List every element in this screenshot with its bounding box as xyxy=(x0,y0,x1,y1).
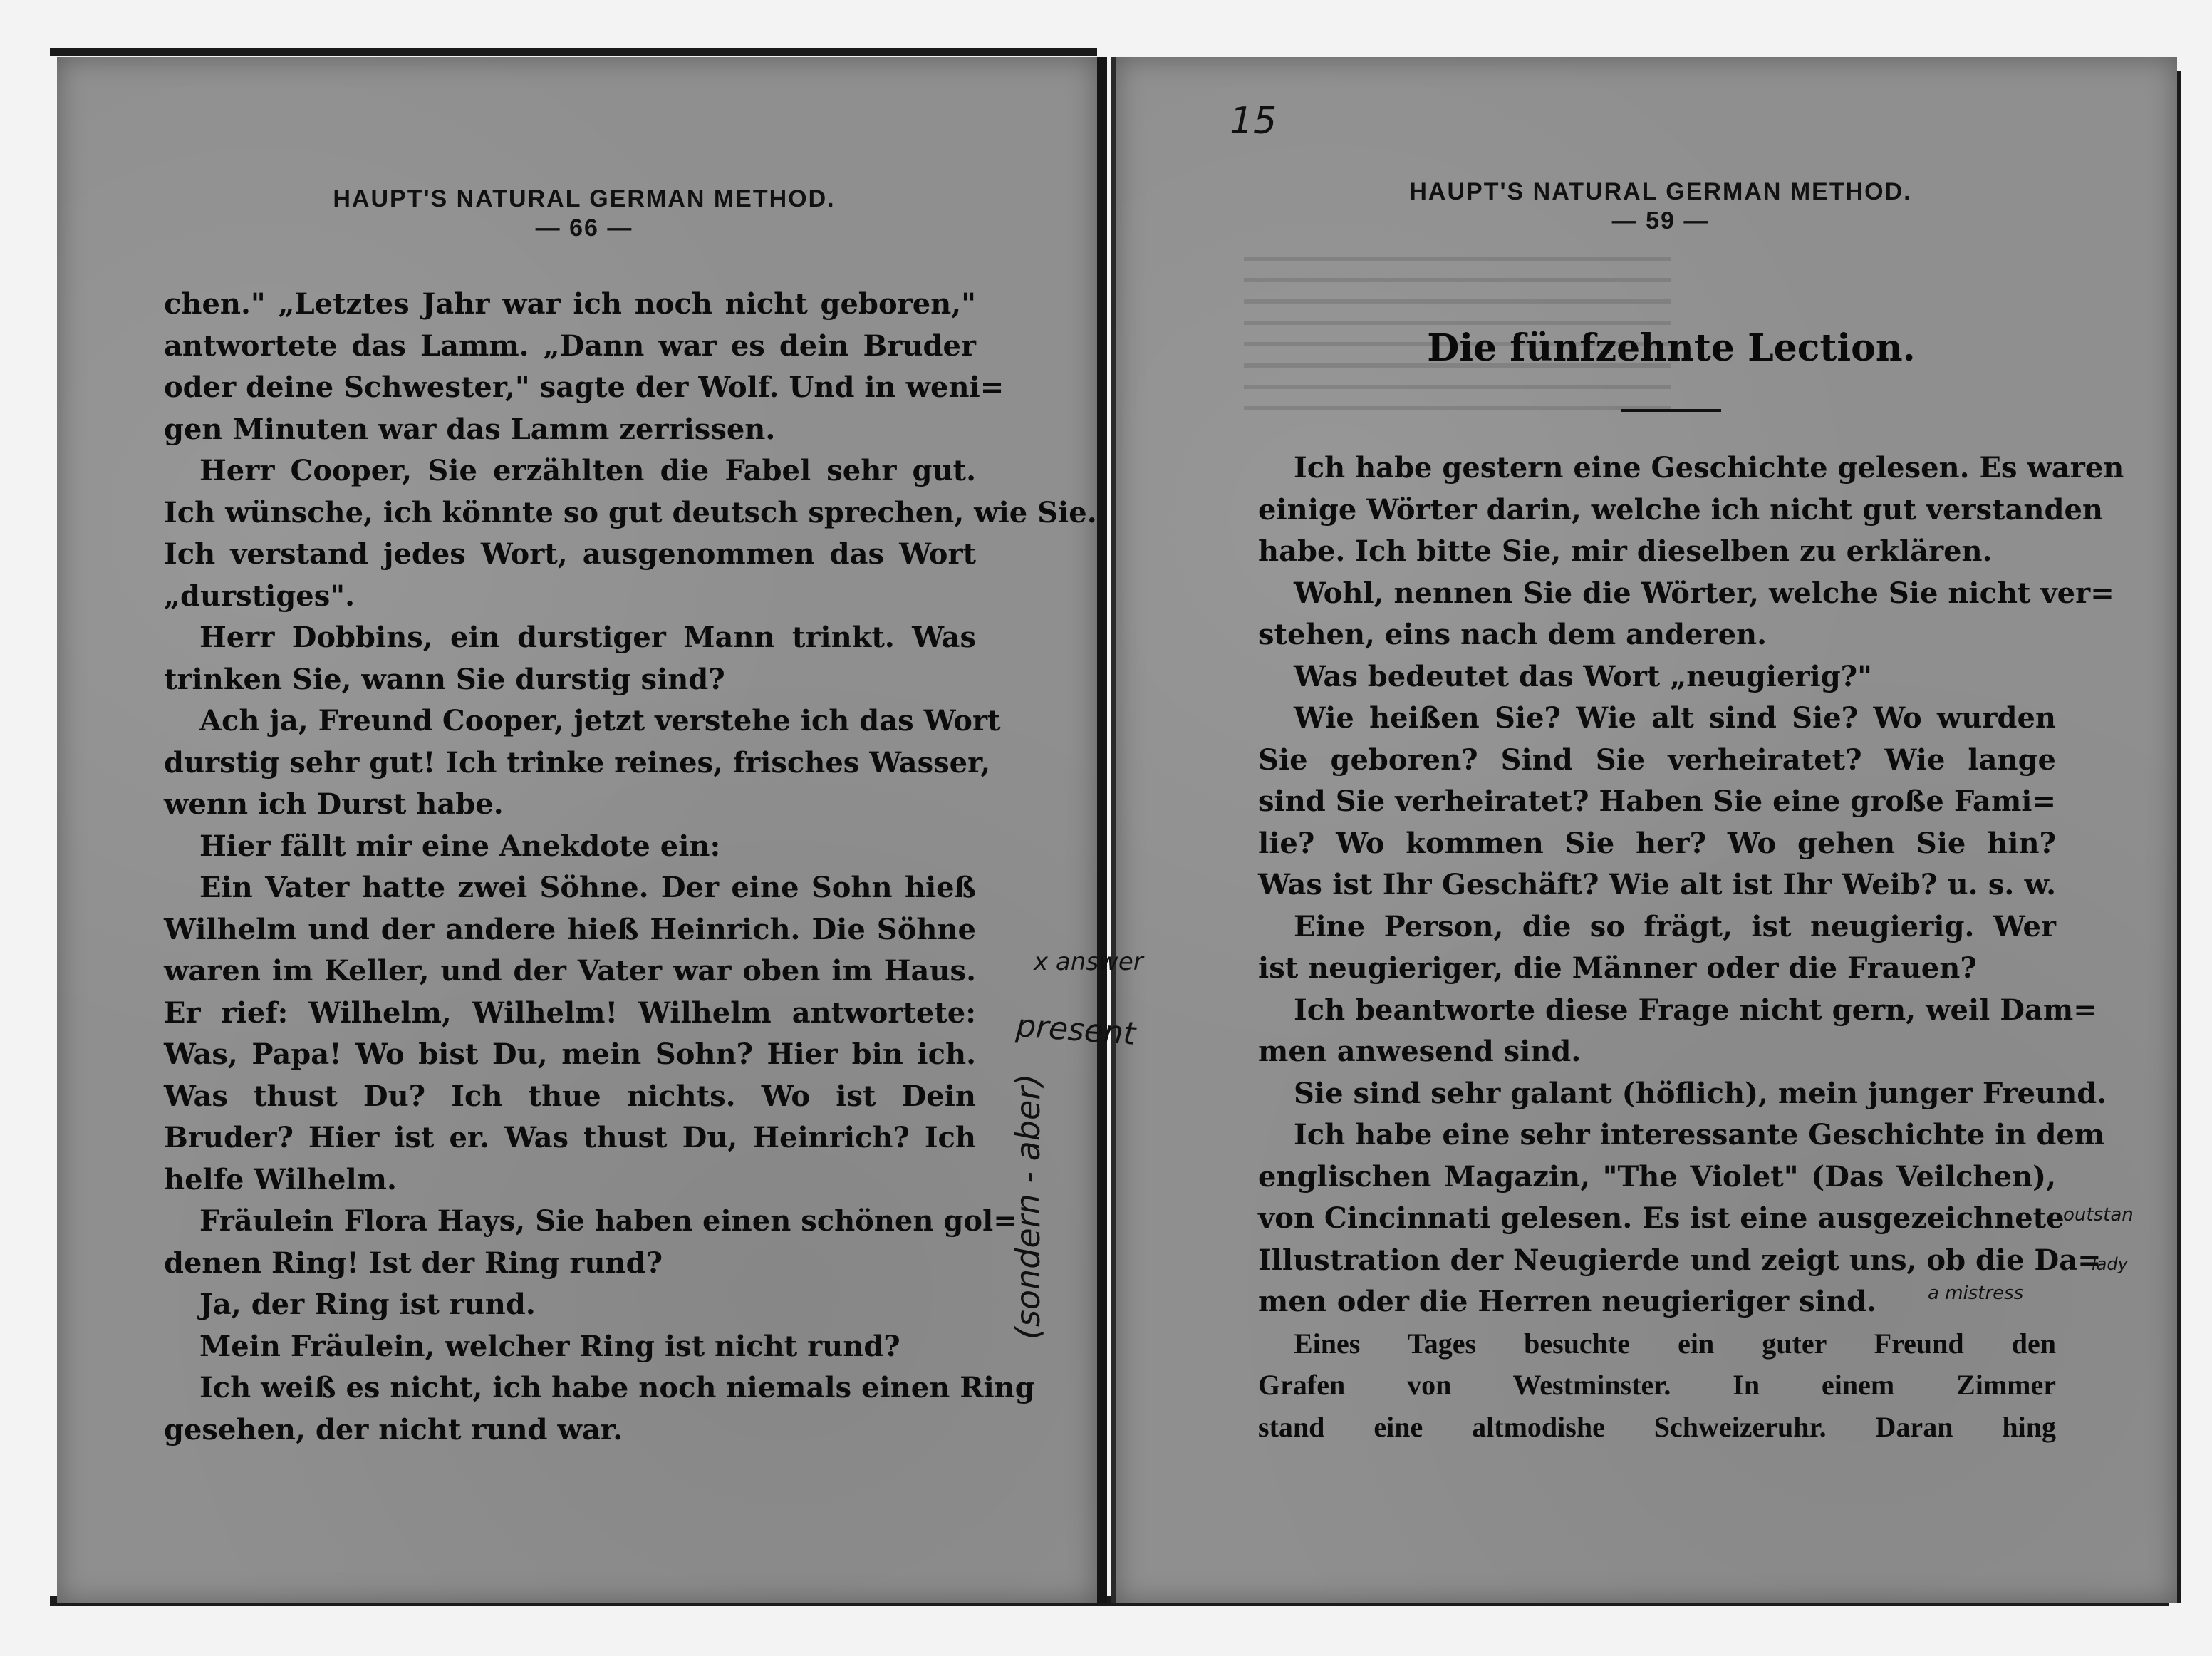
text-line: Ach ja, Freund Cooper, jetzt verstehe ich das Wort xyxy=(199,704,1001,738)
text-line: Illustration der Neugierde und zeigt uns, ob die Da= xyxy=(1258,1243,2102,1277)
text-line: Ich wünsche, ich könnte so gut deutsch sprechen, wie Sie. xyxy=(164,495,1097,529)
handwritten-margin-note: a mistress xyxy=(1928,1283,2024,1304)
handwritten-note-vertical: (sondern - aber) xyxy=(1009,1073,1047,1340)
text-line: wenn ich Durst habe. xyxy=(164,787,504,821)
text-line: Mein Fräulein, welcher Ring ist nicht rund? xyxy=(199,1329,900,1363)
text-line: trinken Sie, wann Sie durstig sind? xyxy=(164,662,725,696)
book-edge-top xyxy=(50,48,1097,56)
text-line: Wie heißen Sie? Wie alt sind Sie? Wo wurden xyxy=(1294,701,2056,735)
text-line: englischen Magazin, "The Violet" (Das Veilchen), xyxy=(1258,1159,2056,1194)
text-line: „durstiges". xyxy=(164,579,355,613)
text-line: Ich habe gestern eine Geschichte gelesen. Es waren xyxy=(1294,451,2124,485)
text-line: habe. Ich bitte Sie, mir dieselben zu erklären. xyxy=(1258,534,1993,568)
text-line: Wilhelm und der andere hieß Heinrich. Die Söhne xyxy=(164,912,976,946)
text-line: Bruder? Hier ist er. Was thust Du, Heinrich? Ich xyxy=(164,1121,976,1154)
text-line: durstig sehr gut! Ich trinke reines, frisches Wasser, xyxy=(164,745,991,780)
text-line: Was ist Ihr Geschäft? Wie alt ist Ihr Weib? u. s. w. xyxy=(1258,868,2056,901)
handwritten-margin-note: lady xyxy=(2092,1254,2128,1274)
text-line: chen." „Letztes Jahr war ich noch nicht geboren," xyxy=(164,287,976,321)
lesson-title: Die fünfzehnte Lection. xyxy=(1427,326,1916,370)
text-line: gesehen, der nicht rund war. xyxy=(164,1412,623,1447)
text-line: Sie geboren? Sind Sie verheiratet? Wie lange xyxy=(1258,742,2056,777)
handwritten-folio: 15 xyxy=(1230,100,1277,143)
text-line: einige Wörter darin, welche ich nicht gut verstanden xyxy=(1258,492,2103,527)
text-line: men oder die Herren neugieriger sind. xyxy=(1258,1285,1876,1318)
text-line: Eine Person, die so frägt, ist neugierig. Wer xyxy=(1294,909,2056,943)
text-line: Eines Tages besuchte ein guter Freund den xyxy=(1294,1327,2056,1360)
text-line: Hier fällt mir eine Anekdote ein: xyxy=(199,829,721,863)
text-line: Ich habe eine sehr interessante Geschichte in dem xyxy=(1294,1118,2105,1152)
text-line: lie? Wo kommen Sie her? Wo gehen Sie hin? xyxy=(1258,826,2056,860)
text-line: Ich beantworte diese Frage nicht gern, weil Dam= xyxy=(1294,993,2097,1027)
handwritten-margin-note: outstan xyxy=(2063,1204,2134,1226)
left-page-number: — 66 — xyxy=(535,214,633,242)
text-line: stehen, eins nach dem anderen. xyxy=(1258,618,1767,651)
text-line: Sie sind sehr galant (höflich), mein junger Freund. xyxy=(1294,1076,2107,1110)
text-line: men anwesend sind. xyxy=(1258,1035,1582,1068)
right-page-number: — 59 — xyxy=(1611,207,1710,234)
text-line: Ja, der Ring ist rund. xyxy=(199,1288,536,1321)
text-line: waren im Keller, und der Vater war oben im Haus. xyxy=(164,954,976,988)
text-line: Herr Cooper, Sie erzählten die Fabel sehr gut. xyxy=(199,454,976,487)
text-line: Grafen von Westminster. In einem Zimmer xyxy=(1258,1369,2056,1401)
text-line: ist neugieriger, die Männer oder die Frauen? xyxy=(1258,951,1977,985)
text-line: gen Minuten war das Lamm zerrissen. xyxy=(164,412,776,446)
title-rule xyxy=(1621,409,1721,412)
text-line: Fräulein Flora Hays, Sie haben einen schönen gol= xyxy=(199,1204,1017,1238)
right-page xyxy=(1009,57,2177,1603)
text-line: Ich verstand jedes Wort, ausgenommen das Wort xyxy=(164,537,976,571)
left-page xyxy=(57,57,1107,1603)
right-running-title: HAUPT'S NATURAL GERMAN METHOD. xyxy=(1409,178,1912,205)
text-line: antwortete das Lamm. „Dann war es dein Bruder xyxy=(164,328,976,363)
book-spread xyxy=(50,57,2159,1610)
text-line: sind Sie verheiratet? Haben Sie eine große Fami= xyxy=(1258,785,2056,818)
left-running-title: HAUPT'S NATURAL GERMAN METHOD. xyxy=(333,185,836,212)
text-line: von Cincinnati gelesen. Es ist eine ausgezeichnete xyxy=(1258,1201,2065,1235)
text-line: Was, Papa! Wo bist Du, mein Sohn? Hier bin ich. xyxy=(164,1037,976,1071)
text-line: Ein Vater hatte zwei Söhne. Der eine Sohn hieß xyxy=(199,871,976,904)
text-line: Wohl, nennen Sie die Wörter, welche Sie nicht ver= xyxy=(1294,576,2114,610)
text-line: Er rief: Wilhelm, Wilhelm! Wilhelm antwortete: xyxy=(164,995,976,1030)
text-line: denen Ring! Ist der Ring rund? xyxy=(164,1246,663,1280)
left-page-header xyxy=(57,185,1097,242)
right-page-header xyxy=(1116,178,2177,235)
text-line: stand eine altmodishe Schweizeruhr. Daran hing xyxy=(1258,1410,2056,1443)
handwritten-note-answer: x answer xyxy=(1034,948,1143,976)
text-line: oder deine Schwester," sagte der Wolf. Und in weni= xyxy=(164,371,1004,404)
text-line: Ich weiß es nicht, ich habe noch niemals einen Ring xyxy=(199,1371,1035,1404)
handwritten-note-present: present xyxy=(1014,1008,1137,1052)
text-line: helfe Wilhelm. xyxy=(164,1162,397,1196)
text-line: Was thust Du? Ich thue nichts. Wo ist Dein xyxy=(164,1079,976,1113)
text-line: Was bedeutet das Wort „neugierig?" xyxy=(1294,659,1872,693)
text-line: Herr Dobbins, ein durstiger Mann trinkt. Was xyxy=(199,621,976,654)
